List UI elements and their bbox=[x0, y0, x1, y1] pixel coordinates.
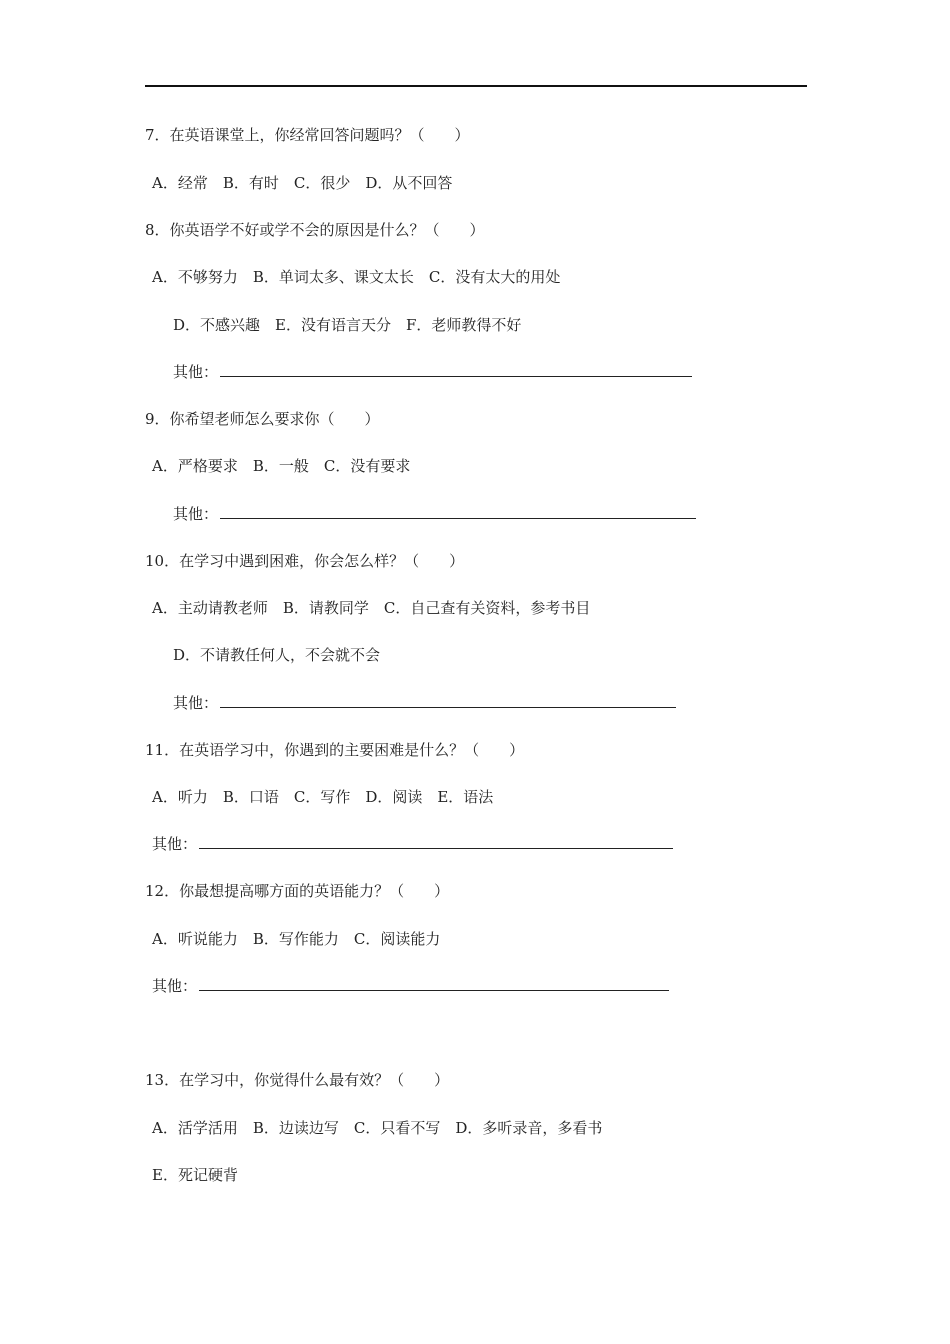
question-13: 13．在学习中，你觉得什么最有效？（ ） bbox=[145, 1071, 450, 1089]
question-8-options-row-1: A．不够努力 B．单词太多、课文太长 C．没有太大的用处 bbox=[152, 268, 561, 286]
question-13-options-row-2: E．死记硬背 bbox=[152, 1166, 238, 1184]
question-12-other[interactable] bbox=[152, 976, 669, 996]
other-answer-blank[interactable] bbox=[220, 364, 692, 377]
other-answer-blank[interactable] bbox=[220, 695, 676, 708]
question-10: 10．在学习中遇到困难，你会怎么样？（ ） bbox=[145, 552, 465, 570]
question-8: 8．你英语学不好或学不会的原因是什么？（ ） bbox=[145, 221, 485, 239]
question-11-options: A．听力 B．口语 C．写作 D．阅读 E．语法 bbox=[152, 788, 494, 806]
question-8-other[interactable] bbox=[173, 362, 692, 382]
other-answer-blank[interactable] bbox=[199, 978, 669, 991]
question-10-options-row-2: D．不请教任何人，不会就不会 bbox=[173, 646, 381, 664]
question-9-other[interactable] bbox=[173, 504, 696, 524]
question-12: 12．你最想提高哪方面的英语能力？（ ） bbox=[145, 882, 450, 900]
other-answer-blank[interactable] bbox=[220, 506, 696, 519]
question-10-other[interactable] bbox=[173, 693, 676, 713]
question-9: 9．你希望老师怎么要求你（ ） bbox=[145, 410, 380, 428]
question-13-options-row-1: A．活学活用 B．边读边写 C．只看不写 D．多听录音，多看书 bbox=[152, 1119, 603, 1137]
question-7-options: A．经常 B．有时 C．很少 D．从不回答 bbox=[152, 174, 453, 192]
other-label: 其他： bbox=[152, 835, 198, 853]
other-label: 其他： bbox=[173, 694, 219, 712]
question-11: 11．在英语学习中，你遇到的主要困难是什么？（ ） bbox=[145, 741, 525, 759]
question-11-other[interactable] bbox=[152, 834, 673, 854]
other-answer-blank[interactable] bbox=[199, 836, 673, 849]
other-label: 其他： bbox=[173, 505, 219, 523]
other-label: 其他： bbox=[152, 977, 198, 995]
question-9-options: A．严格要求 B．一般 C．没有要求 bbox=[152, 457, 411, 475]
question-10-options-row-1: A．主动请教老师 B．请教同学 C．自己查有关资料，参考书目 bbox=[152, 599, 591, 617]
question-12-options: A．听说能力 B．写作能力 C．阅读能力 bbox=[152, 930, 441, 948]
question-7: 7．在英语课堂上，你经常回答问题吗？（ ） bbox=[145, 126, 470, 144]
header-rule bbox=[145, 85, 807, 87]
question-8-options-row-2: D．不感兴趣 E．没有语言天分 F．老师教得不好 bbox=[173, 316, 522, 334]
other-label: 其他： bbox=[173, 363, 219, 381]
